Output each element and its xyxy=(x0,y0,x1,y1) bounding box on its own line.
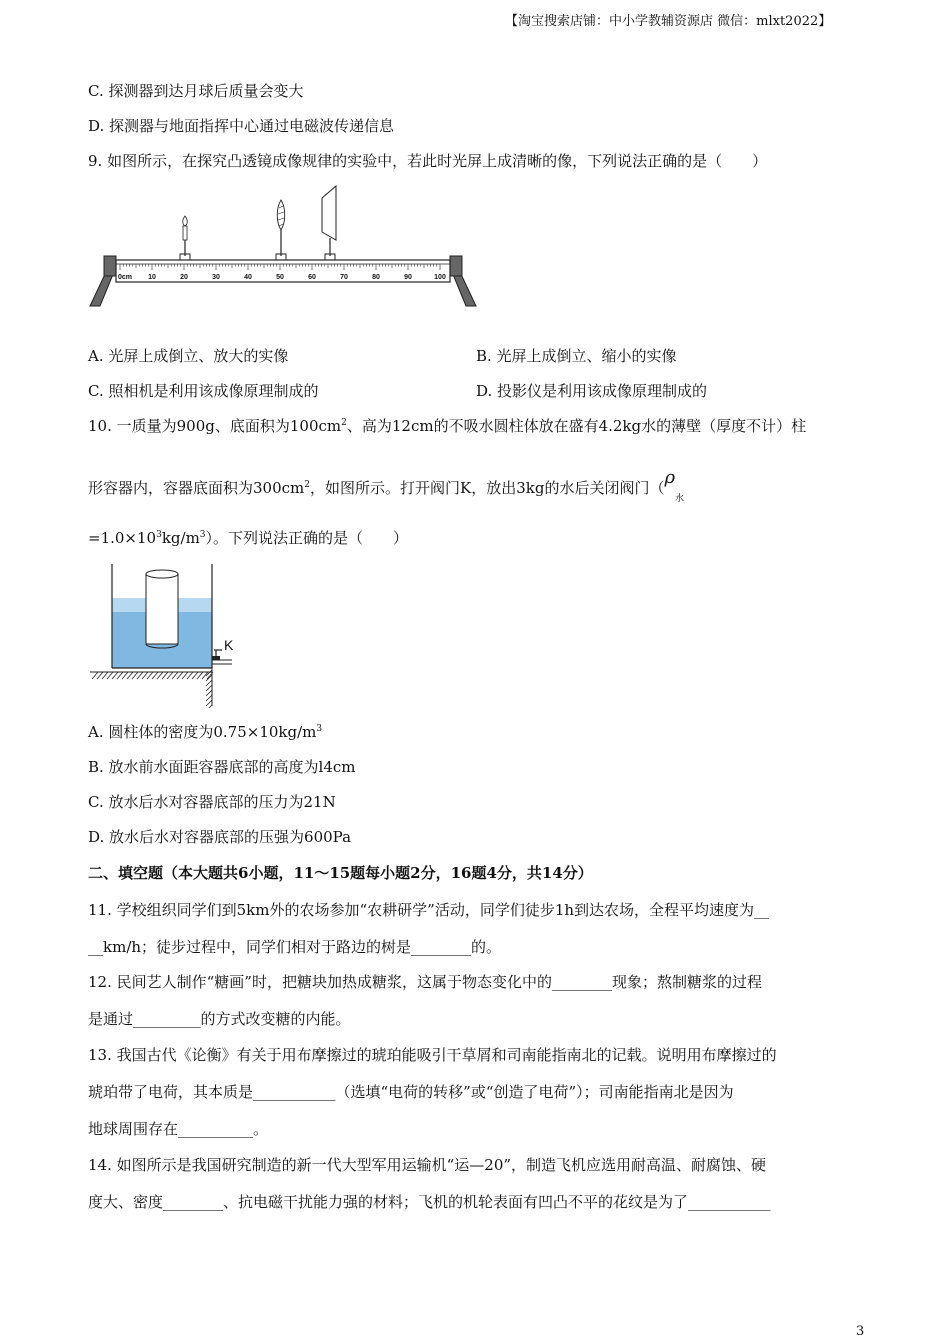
q9-option-c: C. 照相机是利用该成像原理制成的 xyxy=(88,382,319,400)
page-number: 3 xyxy=(856,1324,865,1339)
light-screen xyxy=(322,186,336,260)
hatch-line xyxy=(147,672,153,679)
hatch-line xyxy=(102,672,108,679)
q13-line1: 13. 我国古代《论衡》有关于用布摩擦过的琥珀能吸引干草屑和司南能指南北的记载。说明用布摩擦过的 xyxy=(88,1046,777,1064)
q10-option-d: D. 放水后水对容器底部的压强为600Pa xyxy=(88,828,352,846)
cylinder xyxy=(146,574,178,644)
hatch-line xyxy=(157,672,163,679)
hatch-line xyxy=(206,675,212,681)
bench-left-leg xyxy=(90,272,114,306)
candle xyxy=(180,216,190,260)
hatch-line xyxy=(162,672,168,679)
hatch-line xyxy=(202,672,208,679)
hatch-line xyxy=(187,672,193,679)
hatch-line xyxy=(97,672,103,679)
hatch-line xyxy=(197,672,203,679)
hatch-line xyxy=(177,672,183,679)
ruler-label: 0cm xyxy=(118,274,133,281)
ruler-label: 70 xyxy=(340,274,348,281)
q10-line3: $=1.0\times 10^3kg/m^3$）。下列说法正确的是（ ） xyxy=(88,529,409,547)
hatch-line xyxy=(192,672,198,679)
hatch-line xyxy=(206,700,212,706)
page-header: 【淘宝搜索店铺：中小学教辅资源店 微信：mlxt2022】 xyxy=(505,14,832,29)
hatch-line xyxy=(167,672,173,679)
q14-line2: 度大、密度________、抗电磁干扰能力强的材料；飞机的机轮表面有凹凸不平的花纹是为了___________ xyxy=(88,1193,771,1211)
ruler-label: 80 xyxy=(372,274,380,281)
q10-option-c: C. 放水后水对容器底部的压力为21N xyxy=(88,793,336,811)
rho-symbol: ρ xyxy=(664,467,676,488)
hatch-line xyxy=(152,672,158,679)
q9-option-a: A. 光屏上成倒立、放大的实像 xyxy=(88,347,289,365)
hatch-line xyxy=(117,672,123,679)
rho-subscript: 水 xyxy=(675,494,685,504)
hatch-line xyxy=(122,672,128,679)
ground-hatch xyxy=(92,672,213,679)
ruler-label: 100 xyxy=(434,274,446,281)
q11-line1: 11. 学校组织同学们到5km外的农场参加“农耕研学”活动，同学们徒步1h到达农场，全程平均速度为__ xyxy=(88,901,770,919)
hatch-line xyxy=(92,672,98,679)
q12-line1: 12. 民间艺人制作“糖画”时，把糖块加热成糖浆，这属于物态变化中的________现象；熬制糖浆的过程 xyxy=(88,973,762,991)
q10-option-a: A. 圆柱体的密度为$0.75\times 10kg/m^3$ xyxy=(88,723,323,741)
q12-line2: 是通过_________的方式改变糖的内能。 xyxy=(88,1010,351,1028)
section-title: 二、填空题（本大题共6小题，11～15题每小题2分，16题4分，共14分） xyxy=(88,864,593,882)
q14-line1: 14. 如图所示是我国研究制造的新一代大型军用运输机“运—20”，制造飞机应选用耐高温、耐腐蚀、硬 xyxy=(88,1156,767,1174)
hatch-line xyxy=(142,672,148,679)
q8-option-c: C. 探测器到达月球后质量会变大 xyxy=(88,82,304,100)
q9-option-b: B. 光屏上成倒立、缩小的实像 xyxy=(476,347,677,365)
ruler-label: 60 xyxy=(308,274,316,281)
q13-line2: 琥珀带了电荷，其本质是___________（选填“电荷的转移”或“创造了电荷”）；司南能指南北是因为 xyxy=(88,1083,734,1101)
q10-option-b: B. 放水前水面距容器底部的高度为l4cm xyxy=(88,758,356,776)
q9-option-d: D. 投影仪是利用该成像原理制成的 xyxy=(476,382,708,400)
hatch-line xyxy=(112,672,118,679)
hatch-line xyxy=(107,672,113,679)
hatch-line xyxy=(182,672,188,679)
bench-right-end xyxy=(450,256,462,276)
hatch-line xyxy=(137,672,143,679)
container-figure xyxy=(88,562,248,708)
hatch-line xyxy=(206,685,212,691)
valve-label: K xyxy=(224,637,234,653)
hatch-line xyxy=(132,672,138,679)
ruler-label: 50 xyxy=(276,274,284,281)
bench-right-leg xyxy=(452,272,476,306)
optical-bench-figure xyxy=(86,182,482,312)
q10-line1: 10. 一质量为900g、底面积为$100cm^2$、高为12cm的不吸水圆柱体放在盛有4.2kg水的薄壁（厚度不计）柱 xyxy=(88,417,807,435)
bench-left-end xyxy=(104,256,116,276)
hatch-line xyxy=(206,680,212,686)
q9-stem: 9. 如图所示，在探究凸透镜成像规律的实验中，若此时光屏上成清晰的像，下列说法正确的是（ ） xyxy=(88,152,768,170)
hatch-line xyxy=(206,690,212,696)
valve-k xyxy=(212,656,220,660)
q11-line2: __km/h；徒步过程中，同学们相对于路边的树是________的。 xyxy=(88,938,502,956)
ruler-label: 90 xyxy=(404,274,412,281)
hatch-line xyxy=(206,695,212,701)
convex-lens xyxy=(276,200,286,260)
q8-option-d: D. 探测器与地面指挥中心通过电磁波传递信息 xyxy=(88,117,395,135)
ruler-label: 30 xyxy=(212,274,220,281)
q10-line2: 形容器内，容器底面积为$300cm^2$，如图所示。打开阀门K，放出3kg的水后关闭阀门（$\rho_水$ xyxy=(88,467,685,504)
ruler-label: 40 xyxy=(244,274,252,281)
q13-line3: 地球周围存在__________。 xyxy=(88,1120,269,1138)
ruler-label: 10 xyxy=(148,274,156,281)
wall-hatch xyxy=(206,670,212,708)
ruler-label: 20 xyxy=(180,274,188,281)
hatch-line xyxy=(172,672,178,679)
hatch-line xyxy=(127,672,133,679)
